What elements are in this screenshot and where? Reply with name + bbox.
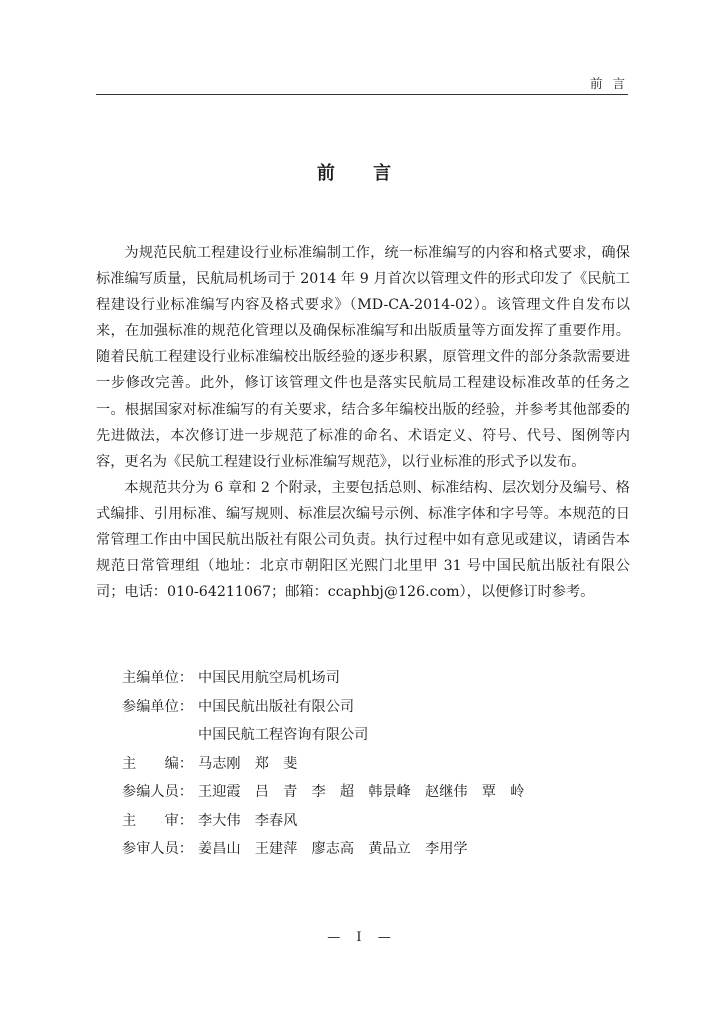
credit-value: 姜昌山 王建萍 廖志高 黄品立 李用学 [198,841,468,857]
credit-row [122,778,524,807]
credit-value: 中国民航出版社有限公司 [198,698,355,715]
credit-row [122,807,524,836]
credit-value: 马志刚 郑 斐 [198,755,298,772]
running-head-text: 前 言 [590,76,628,91]
credit-label: 主 编： [122,755,193,772]
credit-row [122,721,524,750]
credit-label: 主 审： [122,812,193,829]
paragraph: 本规范共分为 6 章和 2 个附录，主要包括总则、标准结构、层次划分及编号、格式编排、引用标准、编写规则、标准层次编号示例、标准字体和字号等。本规范的日常管理工作由中国民航出版社有限公司负责。执行过程中如有意见或建议，请函告本规范日常管理组（地址：北京市朝阳区光熙门北里甲 31 号中国民航出版社有限公司；电话：010-64211067；邮箱：ccaphbj@126.com），以便修订时参考。 [96,479,630,601]
running-head [96,70,628,95]
credit-label: 参编人员： [122,784,193,800]
credit-value: 李大伟 李春风 [198,812,298,829]
credit-value: 王迎霞 吕 青 李 超 韩景峰 赵继伟 覃 岭 [198,784,525,800]
credit-value: 中国民航工程咨询有限公司 [198,727,369,743]
page-title: 前 言 [316,163,408,184]
credit-row [122,693,524,722]
credit-label: 参编单位： [122,698,193,715]
credit-row [122,835,524,864]
credit-row [122,750,524,779]
credit-label [122,721,198,750]
page-number: — I — [327,930,397,945]
paragraph: 为规范民航工程建设行业标准编制工作，统一标准编写的内容和格式要求，确保标准编写质量，民航局机场司于 2014 年 9 月首次以管理文件的形式印发了《民航工程建设行业标准编写内容及格式要求》（MD-CA-2014-02）。该管理文件自发布以来，在加强标准的规范化管理以及确保标准编写和出版质量等方面发挥了重要作用。随着民航工程建设行业标准编校出版经验的逐步积累，原管理文件的部分条款需要进一步修改完善。此外，修订该管理文件也是落实民航局工程建设标准改革的任务之一。根据国家对标准编写的有关要求，结合多年编校出版的经验，并参考其他部委的先进做法，本次修订进一步规范了标准的命名、术语定义、符号、代号、图例等内容，更名为《民航工程建设行业标准编写规范》，以行业标准的形式予以发布。 [96,245,630,470]
credit-label: 参审人员： [122,841,193,857]
credit-value: 中国民用航空局机场司 [198,670,340,686]
credit-label: 主编单位： [122,670,193,686]
credits-list [122,664,524,864]
credit-row [122,664,524,693]
preface-body [96,240,630,605]
